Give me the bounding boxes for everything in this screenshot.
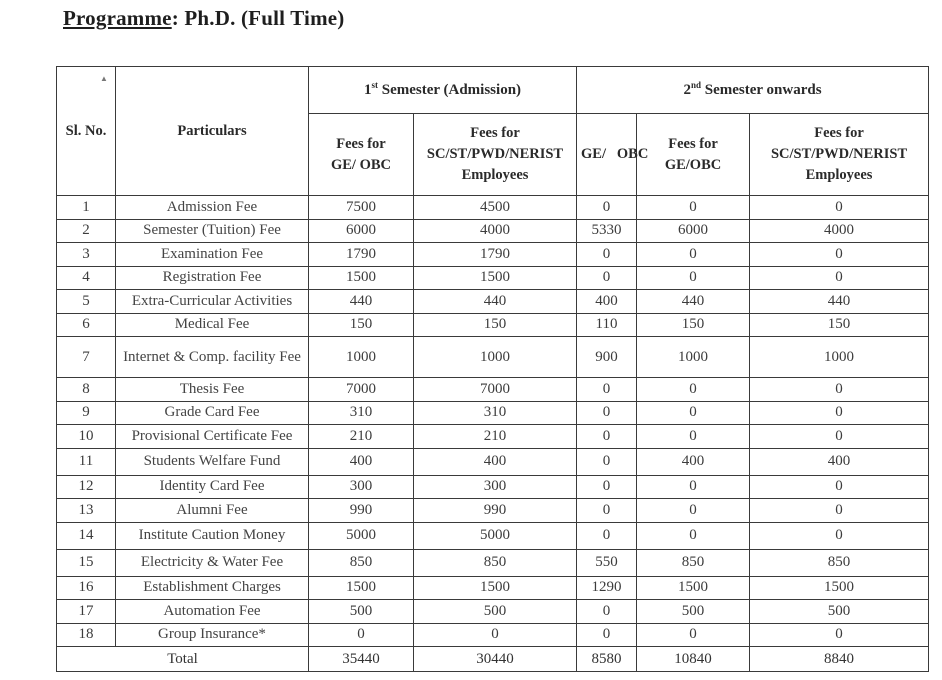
subheader-5: Fees for SC/ST/PWD/NERIST Employees xyxy=(750,114,929,196)
sl-no-cell: 11 xyxy=(57,448,116,475)
fee-value-cell: 440 xyxy=(309,290,414,314)
fee-value-cell: 300 xyxy=(414,475,577,499)
fee-value-cell: 0 xyxy=(750,378,929,402)
fee-value-cell: 1000 xyxy=(414,337,577,378)
header-first-semester: 1st Semester (Admission) xyxy=(309,67,577,114)
sl-no-cell: 10 xyxy=(57,425,116,449)
header-particulars: Particulars xyxy=(116,67,309,196)
subheader-1: Fees for GE/ OBC xyxy=(309,114,414,196)
fee-value-cell: 1000 xyxy=(637,337,750,378)
fee-value-cell: 400 xyxy=(637,448,750,475)
fee-value-cell: 400 xyxy=(750,448,929,475)
fee-value-cell: 7000 xyxy=(414,378,577,402)
fee-value-cell: 0 xyxy=(750,623,929,647)
fee-row xyxy=(57,401,929,425)
sl-no-cell: 16 xyxy=(57,576,116,600)
fee-value-cell: 1500 xyxy=(750,576,929,600)
fee-value-cell: 0 xyxy=(577,378,637,402)
particular-cell: Electricity & Water Fee xyxy=(116,549,309,576)
fee-value-cell: 500 xyxy=(750,600,929,624)
particular-cell: Thesis Fee xyxy=(116,378,309,402)
particular-cell: Extra-Curricular Activities xyxy=(116,290,309,314)
fee-value-cell: 5000 xyxy=(414,522,577,549)
fee-value-cell: 110 xyxy=(577,313,637,337)
total-value-cell: 35440 xyxy=(309,647,414,672)
sl-no-cell: 2 xyxy=(57,219,116,243)
particular-cell: Internet & Comp. facility Fee xyxy=(116,337,309,378)
fee-row xyxy=(57,448,929,475)
fee-value-cell: 0 xyxy=(750,266,929,290)
sl-no-cell: 7 xyxy=(57,337,116,378)
fee-value-cell: 1500 xyxy=(309,266,414,290)
sl-no-cell: 5 xyxy=(57,290,116,314)
sl-no-cell: 1 xyxy=(57,196,116,220)
fee-value-cell: 990 xyxy=(309,499,414,523)
fee-value-cell: 210 xyxy=(309,425,414,449)
fee-value-cell: 0 xyxy=(577,448,637,475)
fee-value-cell: 850 xyxy=(637,549,750,576)
sl-no-cell: 8 xyxy=(57,378,116,402)
fee-value-cell: 550 xyxy=(577,549,637,576)
fee-value-cell: 1500 xyxy=(414,266,577,290)
header-sl-no: Sl. No. xyxy=(57,67,116,196)
fee-row xyxy=(57,549,929,576)
fee-value-cell: 150 xyxy=(750,313,929,337)
fee-value-cell: 150 xyxy=(637,313,750,337)
fee-value-cell: 0 xyxy=(577,266,637,290)
particular-cell: Medical Fee xyxy=(116,313,309,337)
particular-cell: Students Welfare Fund xyxy=(116,448,309,475)
fee-value-cell: 0 xyxy=(637,475,750,499)
fee-value-cell: 0 xyxy=(414,623,577,647)
fee-row xyxy=(57,378,929,402)
fee-row xyxy=(57,196,929,220)
fee-value-cell: 0 xyxy=(637,196,750,220)
fee-value-cell: 440 xyxy=(414,290,577,314)
fee-row xyxy=(57,425,929,449)
fee-value-cell: 210 xyxy=(414,425,577,449)
fee-value-cell: 310 xyxy=(414,401,577,425)
sl-no-cell: 15 xyxy=(57,549,116,576)
subheader-3: GE/ OBC xyxy=(577,114,637,196)
fee-value-cell: 150 xyxy=(414,313,577,337)
fee-value-cell: 500 xyxy=(637,600,750,624)
fee-value-cell: 990 xyxy=(414,499,577,523)
fee-value-cell: 0 xyxy=(577,623,637,647)
fee-value-cell: 500 xyxy=(414,600,577,624)
particular-cell: Identity Card Fee xyxy=(116,475,309,499)
particular-cell: Automation Fee xyxy=(116,600,309,624)
fee-value-cell: 5000 xyxy=(309,522,414,549)
fee-value-cell: 1790 xyxy=(309,243,414,267)
sl-no-cell: 12 xyxy=(57,475,116,499)
particular-cell: Establishment Charges xyxy=(116,576,309,600)
particular-cell: Alumni Fee xyxy=(116,499,309,523)
fee-value-cell: 4000 xyxy=(750,219,929,243)
sl-no-cell: 3 xyxy=(57,243,116,267)
fee-value-cell: 6000 xyxy=(637,219,750,243)
fee-value-cell: 7000 xyxy=(309,378,414,402)
fee-value-cell: 0 xyxy=(637,425,750,449)
fee-value-cell: 310 xyxy=(309,401,414,425)
fee-value-cell: 5330 xyxy=(577,219,637,243)
fee-value-cell: 1790 xyxy=(414,243,577,267)
total-value-cell: 8840 xyxy=(750,647,929,672)
scan-mark: ▲ xyxy=(100,74,108,83)
particular-cell: Group Insurance* xyxy=(116,623,309,647)
fee-row xyxy=(57,243,929,267)
header-second-semester: 2nd Semester onwards xyxy=(577,67,929,114)
fee-value-cell: 1000 xyxy=(750,337,929,378)
fee-value-cell: 6000 xyxy=(309,219,414,243)
fee-row xyxy=(57,313,929,337)
fee-value-cell: 0 xyxy=(637,401,750,425)
programme-value: : Ph.D. (Full Time) xyxy=(171,6,345,30)
fee-value-cell: 0 xyxy=(577,600,637,624)
fee-value-cell: 1500 xyxy=(309,576,414,600)
total-row xyxy=(57,647,929,672)
fee-row xyxy=(57,600,929,624)
fee-value-cell: 850 xyxy=(414,549,577,576)
fee-value-cell: 0 xyxy=(577,243,637,267)
subheader-4: Fees for GE/OBC xyxy=(637,114,750,196)
sl-no-cell: 13 xyxy=(57,499,116,523)
fee-value-cell: 400 xyxy=(309,448,414,475)
fee-value-cell: 0 xyxy=(750,499,929,523)
fee-value-cell: 440 xyxy=(637,290,750,314)
fee-value-cell: 1000 xyxy=(309,337,414,378)
fee-value-cell: 0 xyxy=(750,522,929,549)
programme-label: Programme xyxy=(63,6,172,30)
fee-value-cell: 0 xyxy=(577,196,637,220)
fee-value-cell: 1500 xyxy=(414,576,577,600)
sl-no-cell: 9 xyxy=(57,401,116,425)
total-label: Total xyxy=(57,647,309,672)
sl-no-cell: 14 xyxy=(57,522,116,549)
fee-row xyxy=(57,522,929,549)
fee-value-cell: 300 xyxy=(309,475,414,499)
fee-value-cell: 400 xyxy=(577,290,637,314)
particular-cell: Examination Fee xyxy=(116,243,309,267)
fee-value-cell: 0 xyxy=(637,378,750,402)
fee-value-cell: 0 xyxy=(577,522,637,549)
fee-value-cell: 900 xyxy=(577,337,637,378)
fee-value-cell: 0 xyxy=(750,243,929,267)
fee-value-cell: 0 xyxy=(577,401,637,425)
fee-value-cell: 1290 xyxy=(577,576,637,600)
sl-no-cell: 4 xyxy=(57,266,116,290)
fee-value-cell: 4000 xyxy=(414,219,577,243)
fee-value-cell: 0 xyxy=(309,623,414,647)
fee-value-cell: 0 xyxy=(637,243,750,267)
fee-row xyxy=(57,499,929,523)
fee-value-cell: 0 xyxy=(577,425,637,449)
fee-value-cell: 150 xyxy=(309,313,414,337)
fee-row xyxy=(57,576,929,600)
fee-value-cell: 850 xyxy=(309,549,414,576)
total-value-cell: 8580 xyxy=(577,647,637,672)
particular-cell: Institute Caution Money xyxy=(116,522,309,549)
fee-value-cell: 0 xyxy=(577,499,637,523)
fee-value-cell: 0 xyxy=(750,196,929,220)
particular-cell: Semester (Tuition) Fee xyxy=(116,219,309,243)
fee-value-cell: 400 xyxy=(414,448,577,475)
fee-value-cell: 0 xyxy=(637,499,750,523)
fee-value-cell: 4500 xyxy=(414,196,577,220)
fee-value-cell: 850 xyxy=(750,549,929,576)
fee-row xyxy=(57,266,929,290)
sl-no-cell: 6 xyxy=(57,313,116,337)
fee-row xyxy=(57,219,929,243)
particular-cell: Registration Fee xyxy=(116,266,309,290)
fee-value-cell: 0 xyxy=(750,425,929,449)
fee-value-cell: 500 xyxy=(309,600,414,624)
fee-row xyxy=(57,337,929,378)
sl-no-cell: 17 xyxy=(57,600,116,624)
fee-value-cell: 1500 xyxy=(637,576,750,600)
fee-value-cell: 0 xyxy=(577,475,637,499)
particular-cell: Grade Card Fee xyxy=(116,401,309,425)
programme-title xyxy=(63,6,344,31)
fee-row xyxy=(57,290,929,314)
fee-value-cell: 0 xyxy=(750,401,929,425)
total-value-cell: 10840 xyxy=(637,647,750,672)
fee-row xyxy=(57,475,929,499)
fee-structure-table xyxy=(56,66,929,672)
total-value-cell: 30440 xyxy=(414,647,577,672)
fee-value-cell: 0 xyxy=(637,266,750,290)
particular-cell: Provisional Certificate Fee xyxy=(116,425,309,449)
fee-value-cell: 0 xyxy=(750,475,929,499)
fee-value-cell: 440 xyxy=(750,290,929,314)
sl-no-cell: 18 xyxy=(57,623,116,647)
fee-value-cell: 0 xyxy=(637,522,750,549)
particular-cell: Admission Fee xyxy=(116,196,309,220)
fee-value-cell: 0 xyxy=(637,623,750,647)
fee-value-cell: 7500 xyxy=(309,196,414,220)
fee-row xyxy=(57,623,929,647)
subheader-2: Fees for SC/ST/PWD/NERIST Employees xyxy=(414,114,577,196)
